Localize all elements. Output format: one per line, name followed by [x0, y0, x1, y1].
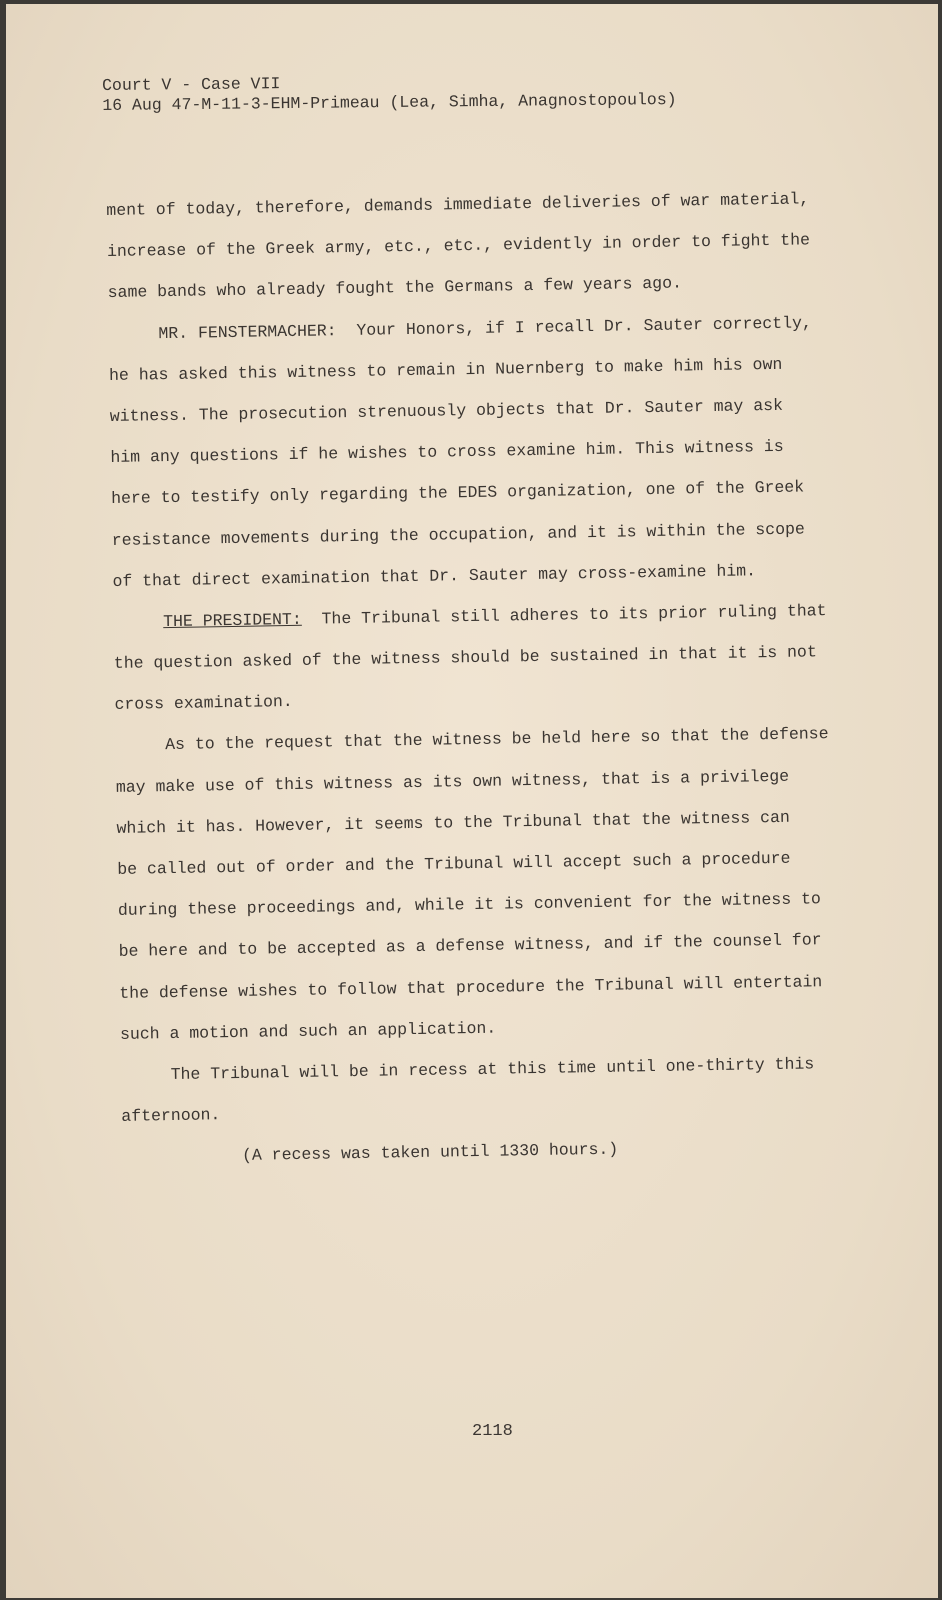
text-line: afternoon.: [121, 1105, 221, 1126]
text-line: resistance movements during the occupation, and it is within the scope: [111, 518, 805, 550]
text-line: such a motion and such an application.: [119, 1018, 497, 1044]
text-segment: The Tribunal still adheres to its prior ruling that: [321, 600, 827, 629]
text-line: witness. The prosecution strenuously objects that Dr. Sauter may ask: [109, 395, 784, 426]
transcript-body: [106, 178, 862, 1179]
text-line: may make use of this witness as its own witness, that is a privilege: [115, 766, 790, 797]
text-line: increase of the Greek army, etc., etc., evidently in order to fight the: [106, 230, 811, 262]
page-number: 2118: [472, 1422, 513, 1441]
text-line: he has asked this witness to remain in Nuernberg to make him his own: [108, 354, 783, 385]
text-line: here to testify only regarding the EDES organization, one of the Greek: [110, 477, 805, 509]
text-line: be called out of order and the Tribunal will accept such a procedure: [117, 848, 791, 879]
court-case-line: Court V - Case VII: [102, 74, 281, 95]
text-line: the question asked of the witness should be sustained in that it is not: [113, 642, 817, 673]
text-line: cross examination.: [114, 692, 293, 715]
text-line: As to the request that the witness be held here so that the defense: [165, 724, 829, 755]
text-line: during these proceedings and, while it is convenient for the witness to: [117, 889, 822, 921]
text-line: ment of today, therefore, demands immediate deliveries of war material,: [106, 189, 810, 220]
recess-note: (A recess was taken until 1330 hours.): [241, 1139, 619, 1166]
text-line: same bands who already fought the Germans a few years ago.: [107, 273, 683, 303]
speaker-president: THE PRESIDENT:: [163, 609, 302, 631]
text-line: the defense wishes to follow that procedure the Tribunal will entertain: [119, 971, 823, 1003]
session-id-line: 16 Aug 47-M-11-3-EHM-Primeau (Lea, Simha, Anagnostopoulos): [102, 89, 677, 115]
text-line: him any questions if he wishes to cross examine him. This witness is: [110, 436, 784, 468]
document-page: [6, 4, 938, 1598]
text-line: of that direct examination that Dr. Sauter may cross-examine him.: [112, 560, 757, 591]
text-line: which it has. However, it seems to the Tribunal that the witness can: [116, 807, 790, 838]
speaker-fenstermacher: MR. FENSTERMACHER:: [158, 320, 337, 343]
text-line: The Tribunal will be in recess at this time until one-thirty this: [170, 1054, 815, 1084]
text-line: be here and to be accepted as a defense witness, and if the counsel for: [118, 930, 822, 962]
case-header: [102, 70, 677, 116]
text-segment: Your Honors, if I recall Dr. Sauter correctly,: [356, 312, 812, 340]
